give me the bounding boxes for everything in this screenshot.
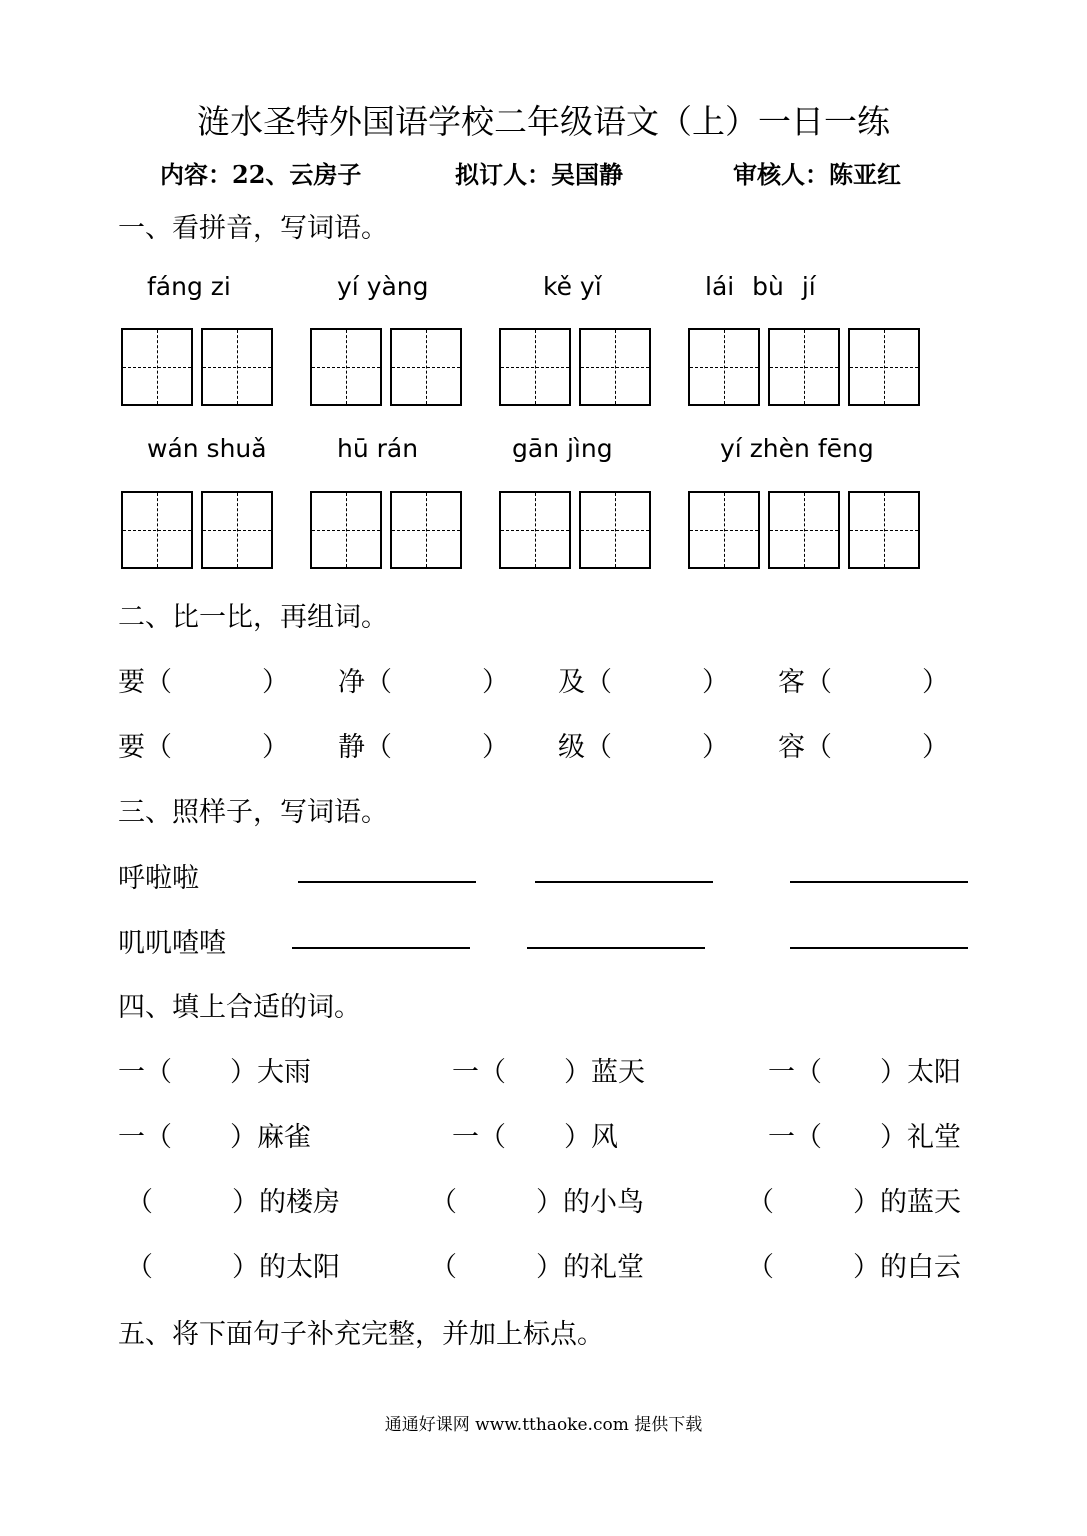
compare-open: 容（ xyxy=(778,732,832,763)
writing-grid[interactable] xyxy=(499,491,571,569)
meta-reviewer: 审核人：陈亚红 xyxy=(733,160,901,189)
answer-line[interactable] xyxy=(527,947,705,949)
adj-open: （ xyxy=(126,1187,153,1218)
compare-close: ） xyxy=(482,667,509,698)
pattern-example: 叽叽喳喳 xyxy=(118,928,226,959)
writing-grid[interactable] xyxy=(768,328,840,406)
pinyin-gan-jing: gān jìng xyxy=(512,434,613,463)
pinyin-yi-zhen-feng: yí zhèn fēng xyxy=(720,434,874,463)
compare-open: 及（ xyxy=(558,667,612,698)
writing-grid[interactable] xyxy=(848,491,920,569)
measure-open: 一（ xyxy=(452,1122,506,1153)
compare-open: 净（ xyxy=(338,667,392,698)
pinyin-yi-yang: yí yàng xyxy=(337,272,429,301)
writing-grid[interactable] xyxy=(688,328,760,406)
answer-line[interactable] xyxy=(790,881,968,883)
page-title: 涟水圣特外国语学校二年级语文（上）一日一练 xyxy=(197,102,890,141)
compare-open: 静（ xyxy=(338,732,392,763)
answer-line[interactable] xyxy=(790,947,968,949)
writing-grid[interactable] xyxy=(390,328,462,406)
adj-word: ）的小鸟 xyxy=(536,1187,644,1218)
writing-grid[interactable] xyxy=(768,491,840,569)
section-1-heading: 一、看拼音，写词语。 xyxy=(118,213,388,244)
measure-open: 一（ xyxy=(452,1057,506,1088)
answer-line[interactable] xyxy=(292,947,470,949)
compare-close: ） xyxy=(702,667,729,698)
footer-download-note: 通通好课网 www.tthaoke.com 提供下载 xyxy=(384,1415,703,1435)
writing-grid[interactable] xyxy=(310,491,382,569)
writing-grid[interactable] xyxy=(121,328,193,406)
section-5-heading: 五、将下面句子补充完整，并加上标点。 xyxy=(118,1319,604,1350)
measure-word: ）麻雀 xyxy=(230,1122,311,1153)
adj-word: ）的太阳 xyxy=(232,1252,340,1283)
compare-open: 级（ xyxy=(558,732,612,763)
measure-word: ）风 xyxy=(564,1122,618,1153)
measure-word: ）礼堂 xyxy=(880,1122,961,1153)
meta-drafter: 拟订人：吴国静 xyxy=(455,160,623,189)
adj-open: （ xyxy=(430,1252,457,1283)
writing-grid[interactable] xyxy=(121,491,193,569)
section-3-heading: 三、照样子，写词语。 xyxy=(118,797,388,828)
pinyin-ke-yi: kě yǐ xyxy=(543,272,602,301)
writing-grid[interactable] xyxy=(688,491,760,569)
adj-word: ）的白云 xyxy=(853,1252,961,1283)
compare-close: ） xyxy=(262,732,289,763)
measure-open: 一（ xyxy=(118,1057,172,1088)
answer-line[interactable] xyxy=(535,881,713,883)
adj-word: ）的礼堂 xyxy=(536,1252,644,1283)
compare-open: 要（ xyxy=(118,732,172,763)
pinyin-hu-ran: hū rán xyxy=(337,434,419,463)
compare-open: 客（ xyxy=(778,667,832,698)
writing-grid[interactable] xyxy=(201,328,273,406)
compare-open: 要（ xyxy=(118,667,172,698)
measure-word: ）太阳 xyxy=(880,1057,961,1088)
compare-close: ） xyxy=(702,732,729,763)
pinyin-lai-bu-ji: lái bù jí xyxy=(705,272,816,301)
pinyin-wan-shua: wán shuǎ xyxy=(147,434,267,463)
meta-content: 内容：22、云房子 xyxy=(160,160,362,189)
writing-grid[interactable] xyxy=(579,491,651,569)
adj-word: ）的蓝天 xyxy=(853,1187,961,1218)
adj-open: （ xyxy=(747,1252,774,1283)
section-4-heading: 四、填上合适的词。 xyxy=(118,992,361,1023)
writing-grid[interactable] xyxy=(848,328,920,406)
writing-grid[interactable] xyxy=(499,328,571,406)
adj-open: （ xyxy=(126,1252,153,1283)
measure-open: 一（ xyxy=(118,1122,172,1153)
writing-grid[interactable] xyxy=(390,491,462,569)
adj-word: ）的楼房 xyxy=(232,1187,340,1218)
measure-open: 一（ xyxy=(768,1057,822,1088)
compare-close: ） xyxy=(482,732,509,763)
answer-line[interactable] xyxy=(298,881,476,883)
writing-grid[interactable] xyxy=(579,328,651,406)
pinyin-fang-zi: fáng zi xyxy=(147,272,231,301)
measure-word: ）大雨 xyxy=(230,1057,311,1088)
section-2-heading: 二、比一比，再组词。 xyxy=(118,602,388,633)
compare-close: ） xyxy=(262,667,289,698)
compare-close: ） xyxy=(922,667,949,698)
writing-grid[interactable] xyxy=(310,328,382,406)
pattern-example: 呼啦啦 xyxy=(118,863,199,894)
adj-open: （ xyxy=(747,1187,774,1218)
adj-open: （ xyxy=(430,1187,457,1218)
measure-open: 一（ xyxy=(768,1122,822,1153)
compare-close: ） xyxy=(922,732,949,763)
writing-grid[interactable] xyxy=(201,491,273,569)
measure-word: ）蓝天 xyxy=(564,1057,645,1088)
